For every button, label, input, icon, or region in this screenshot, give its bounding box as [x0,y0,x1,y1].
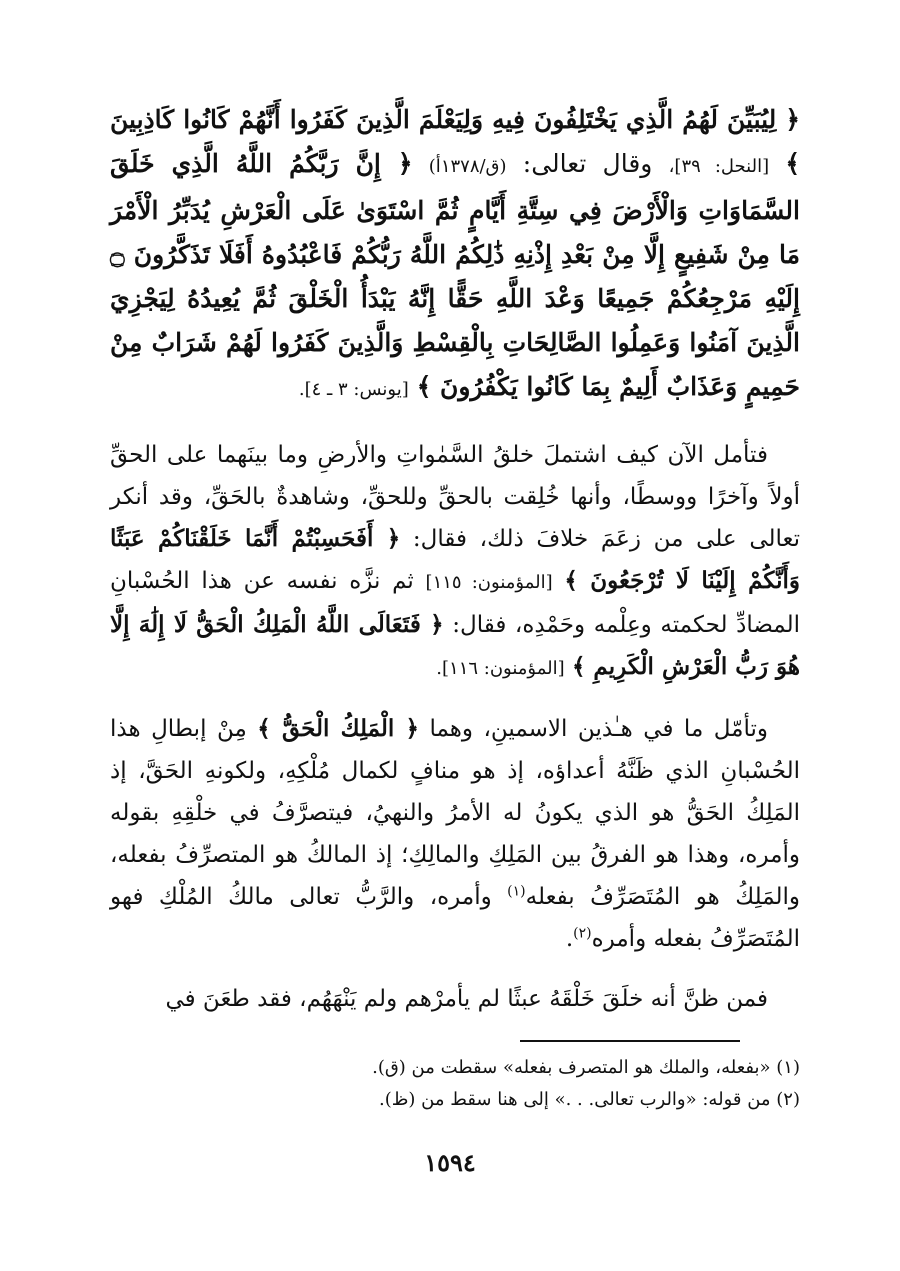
citation-yunus: [يونس: ٣ ـ ٤]. [298,379,409,400]
paragraph-3-text: فمن ظنَّ أنه خلَقَ خَلْقَهُ عبثًا لم يأمرْهم ولم يَنْهَهُم، فقد طعَنَ في [165,986,768,1012]
manuscript-reference: (ق/١٣٧٨أ) [428,156,507,177]
paragraph-2-start: وتأمّل ما في هـٰذين الاسمينِ، وهما [429,716,769,742]
page-number: ١٥٩٤ [424,1148,476,1177]
citation-nahl: [النحل: ٣٩]، [668,156,770,177]
quran-quote-muminun-116: ﴿ فَتَعَالَى اللَّهُ الْمَلِكُ الْحَقُّ لَا إِلَٰهَ إِلَّا هُوَ رَبُّ الْعَرْشِ الْكَرِيمِ ﴾ [110,611,800,680]
paragraph-1-text-2: ثم نزَّه نفسه عن هذا الحُسْبانِ المضادِّ لحكمته وعِلْمه وحَمْدِه، فقال: [110,568,801,638]
page-body [110,98,800,1038]
footnote-2 [110,1084,800,1116]
footnote-marker-2[interactable]: (٢) [573,925,592,942]
footnote-2-text: من قوله: «والرب تعالى. . .» إلى هنا سقط من (ظ). [379,1089,771,1110]
paragraph-3 [110,978,800,1020]
paragraph-2-text-2: وأمره، والرَّبُّ تعالى مالكُ المُلْكِ فهو المُتَصَرِّفُ بفعله وأمره [110,884,800,952]
footnote-2-marker: (٢) [776,1089,800,1110]
footnotes [110,1052,800,1116]
citation-muminun-115: [المؤمنون: ١١٥] [425,572,553,593]
connector-text: وقال تعالى: [522,149,653,178]
quran-quote-muminun-115: ﴿ أَفَحَسِبْتُمْ أَنَّمَا خَلَقْنَاكُمْ عَبَثًا وَأَنَّكُمْ إِلَيْنَا لَا تُرْجَعُونَ ﴾ [110,525,801,594]
quran-verse-block [110,98,800,412]
paragraph-1-text: فتأمل الآن كيف اشتملَ خلقُ السَّمٰواتِ والأرضِ وما بينَهما على الحقِّ أولاً وآخرًا ووسطًا، وأنها خُلِقت بالحقِّ وللحقِّ، وشاهدةٌ بالحَقِّ، وقد أنكر تعالى على من زعَمَ خلافَ ذلك، فقال: [110,442,801,552]
footnote-marker-1[interactable]: (١) [507,883,526,900]
paragraph-2 [110,708,800,960]
footnote-1-marker: (١) [776,1057,800,1078]
footnote-divider [520,1040,740,1042]
quran-quote-nahl: ﴿ لِيُبَيِّنَ لَهُمُ الَّذِي يَخْتَلِفُونَ فِيهِ وَلِيَعْلَمَ الَّذِينَ كَفَرُوا أَنَّهُمْ كَانُوا كَاذِبِينَ ﴾ [110,105,800,178]
footnote-1 [110,1052,800,1084]
citation-muminun-116: [المؤمنون: ١١٦]. [436,658,565,679]
paragraph-1 [110,434,800,690]
quran-quote-yunus: ﴿ إِنَّ رَبَّكُمُ اللَّهُ الَّذِي خَلَقَ السَّمَاوَاتِ وَالْأَرْضَ فِي سِتَّةِ أَيَّامٍ ثُمَّ اسْتَوَىٰ عَلَى الْعَرْشِ يُدَبِّرُ الْأَمْرَ مَا مِنْ شَفِيعٍ إِلَّا مِنْ بَعْدِ إِذْنِهِ ذَٰلِكُمُ اللَّهُ رَبُّكُمْ فَاعْبُدُوهُ أَفَلَا تَذَكَّرُونَ ۝ إِلَيْهِ مَرْجِعُكُمْ جَمِيعًا وَعْدَ اللَّهِ حَقًّا إِنَّهُ يَبْدَأُ الْخَلْقَ ثُمَّ يُعِيدُهُ لِيَجْزِيَ الَّذِينَ آمَنُوا وَعَمِلُوا الصَّالِحَاتِ بِالْقِسْطِ وَالَّذِينَ كَفَرُوا لَهُمْ شَرَابٌ مِنْ حَمِيمٍ وَعَذَابٌ أَلِيمٌ بِمَا كَانُوا يَكْفُرُونَ ﴾ [110,149,800,401]
footnote-1-text: «بفعله، والملك هو المتصرف بفعله» سقطت من (ق). [372,1057,771,1078]
quran-quote-malik-haqq: ﴿ الْمَلِكُ الْحَقُّ ﴾ [257,715,419,742]
paragraph-2-end: . [565,926,574,952]
paragraph-2-text-1: مِنْ إبطالِ هذا الحُسْبانِ الذي ظَنَّهُ أعداؤه، إذ هو منافٍ لكمال مُلْكِهِ، ولكونهِ الحَقَّ، إذ المَلِكُ الحَقُّ هو الذي يكونُ له الأمرُ والنهيُ، فيتصرَّفُ في خلْقِهِ بقوله وأمره، وهذا هو الفرقُ بين المَلِكِ والمالِكِ؛ إذ المالكُ هو المتصرِّفُ بفعله، والمَلِكُ هو المُتَصَرِّفُ بفعله [110,716,800,910]
